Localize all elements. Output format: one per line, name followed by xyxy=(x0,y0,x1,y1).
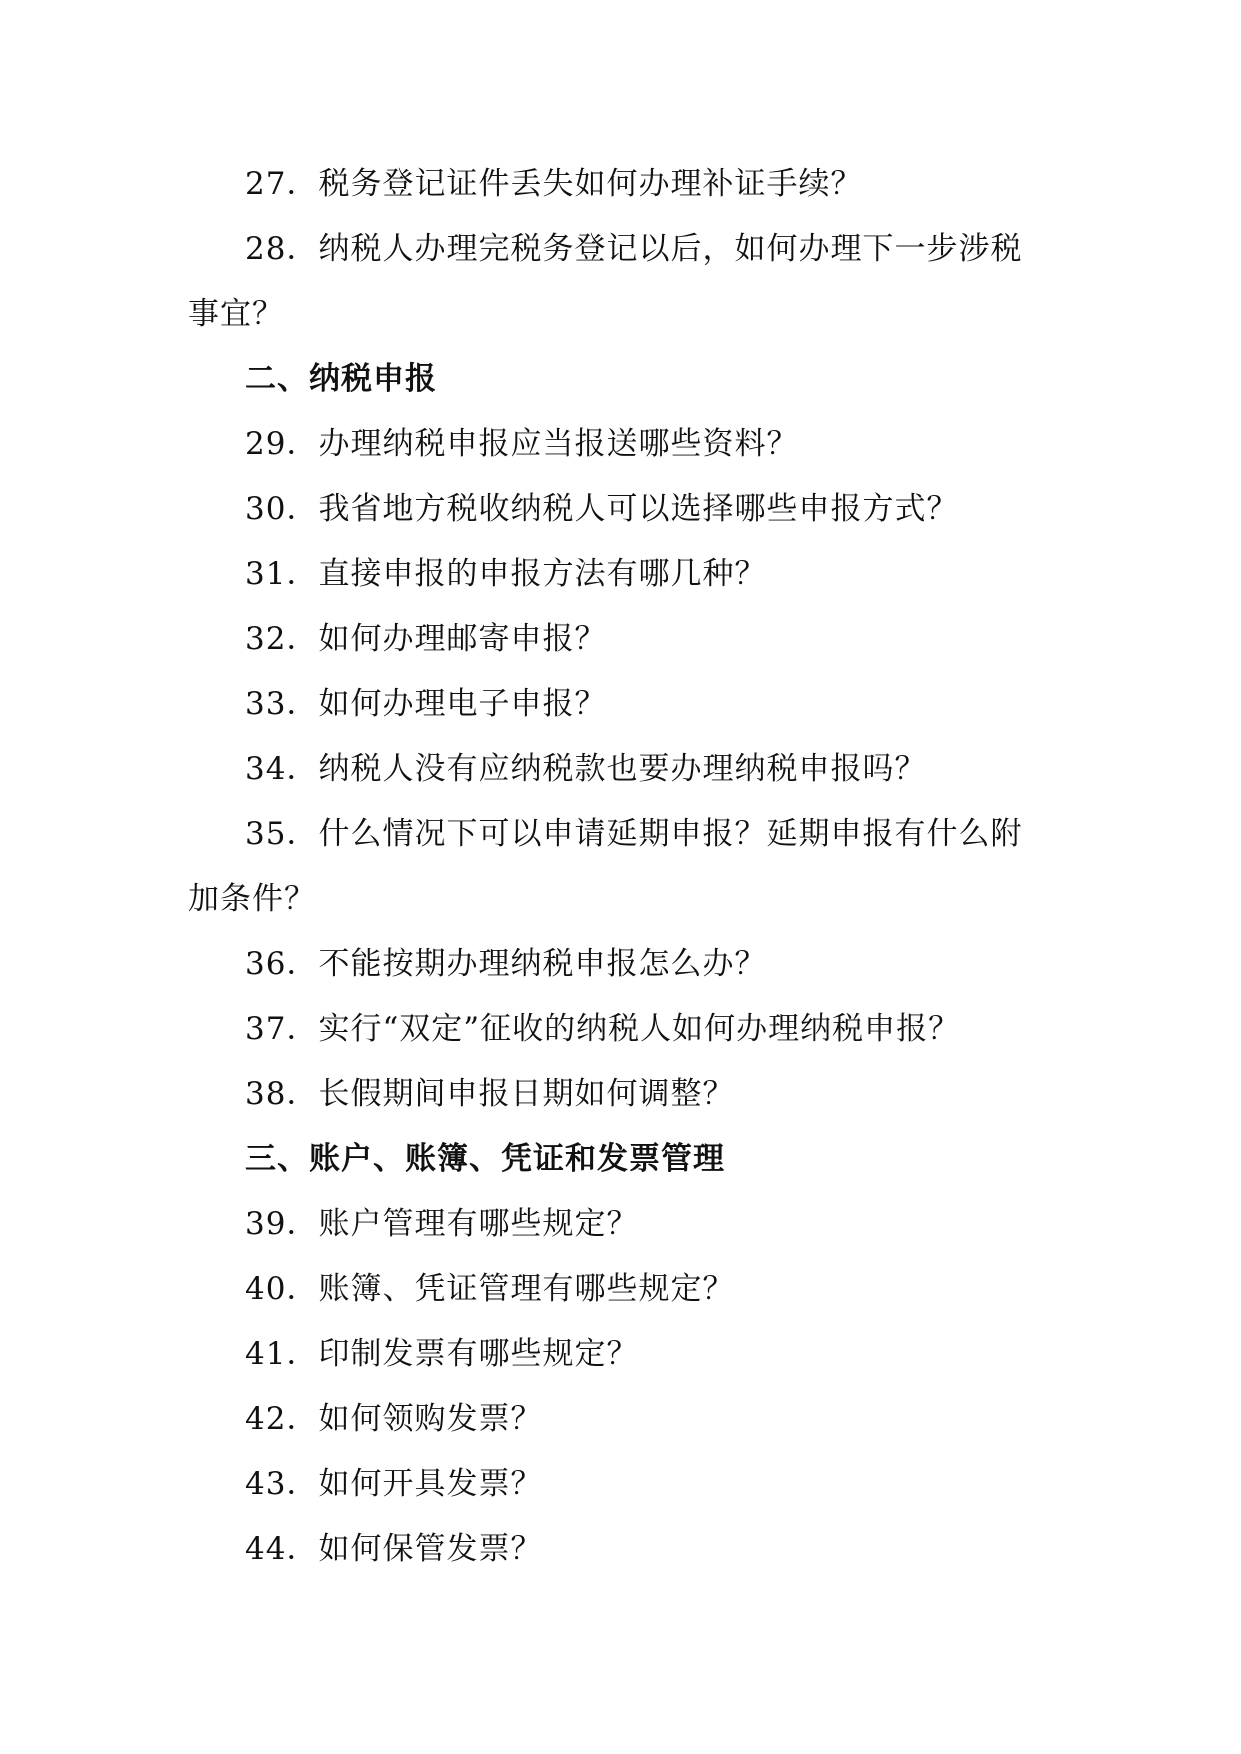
question-item-32: 32．如何办理邮寄申报？ xyxy=(245,621,607,657)
question-item-35-continuation: 加条件？ xyxy=(188,881,316,917)
question-item-27: 27．税务登记证件丢失如何办理补证手续？ xyxy=(245,166,863,202)
question-item-28: 28．纳税人办理完税务登记以后，如何办理下一步涉税 xyxy=(245,231,1023,267)
question-item-42: 42．如何领购发票？ xyxy=(245,1401,543,1437)
question-item-44: 44．如何保管发票？ xyxy=(245,1531,543,1567)
question-item-43: 43．如何开具发票？ xyxy=(245,1466,543,1502)
question-item-37: 37．实行“双定”征收的纳税人如何办理纳税申报？ xyxy=(245,1011,961,1047)
question-item-34: 34．纳税人没有应纳税款也要办理纳税申报吗？ xyxy=(245,751,927,787)
document-body xyxy=(188,152,1058,1582)
question-item-30: 30．我省地方税收纳税人可以选择哪些申报方式？ xyxy=(245,491,959,527)
question-item-33: 33．如何办理电子申报？ xyxy=(245,686,607,722)
question-item-40: 40．账簿、凭证管理有哪些规定？ xyxy=(245,1271,735,1307)
section-heading-accounts-invoices: 三、账户、账簿、凭证和发票管理 xyxy=(245,1141,725,1177)
question-item-31: 31．直接申报的申报方法有哪几种？ xyxy=(245,556,767,592)
question-item-35: 35．什么情况下可以申请延期申报？延期申报有什么附 xyxy=(245,816,1023,852)
question-item-36: 36．不能按期办理纳税申报怎么办？ xyxy=(245,946,767,982)
question-item-38: 38．长假期间申报日期如何调整？ xyxy=(245,1076,735,1112)
question-item-39: 39．账户管理有哪些规定？ xyxy=(245,1206,639,1242)
question-item-41: 41．印制发票有哪些规定？ xyxy=(245,1336,639,1372)
question-item-29: 29．办理纳税申报应当报送哪些资料？ xyxy=(245,426,799,462)
section-heading-tax-declaration: 二、纳税申报 xyxy=(245,361,437,397)
question-item-28-continuation: 事宜？ xyxy=(188,296,284,332)
